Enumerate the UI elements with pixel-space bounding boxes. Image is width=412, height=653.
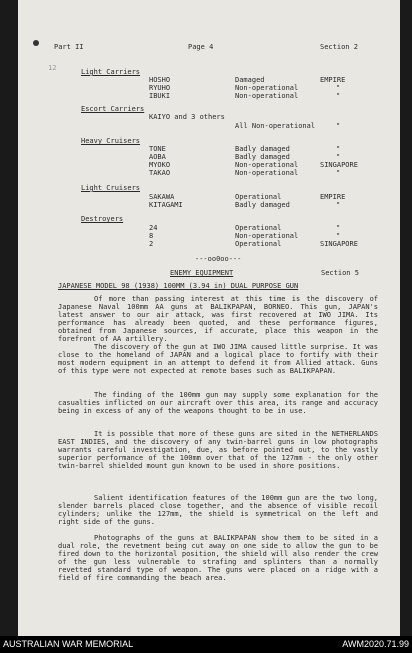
ship-name: KITAGAMI [149,201,183,209]
gun-title: JAPANESE MODEL 98 (1938) 100MM (3.94 in) DUAL PURPOSE GUN [58,282,299,290]
group-title: Light Cruisers [81,184,141,192]
document-page [18,0,400,636]
paragraph: Salient identification features of the 100mm gun are the two long, slender barrels placed close together, and the absence of visible recoil cylinders; unlike the 127mm, the shield is symmetrical on the left and right side of the guns. [58,494,378,526]
ship-status: Non-operational [235,92,299,100]
ship-status: Damaged [235,76,265,84]
ship-location: " [336,201,341,209]
ship-status: Operational [235,193,282,201]
ship-location: EMPIRE [320,76,346,84]
ship-name: 2 [149,240,154,248]
ship-status: Non-operational [235,84,299,92]
ship-name: TONE [149,145,166,153]
ship-location: " [336,122,341,130]
ship-location: " [336,145,341,153]
ship-status: Non-operational [235,232,299,240]
paragraph: The discovery of the gun at IWO JIMA caused little surprise. It was close to the homeland of JAPAN and a logical place to fortify with their most modern equipment in an attempt to defend it from Allied attack. Guns of this type were not expected at remote bases such as BALIKPAPAN. [58,343,378,375]
section-title: ENEMY EQUIPMENT [170,269,234,277]
margin-mark: 12 [48,64,57,72]
ship-location: SINGAPORE [320,161,358,169]
footer-accession-number: AWM2020.71.99 [342,639,409,649]
group-title: Destroyers [81,215,124,223]
ship-name: RYUHO [149,84,171,92]
ship-status: Badly damaged [235,145,290,153]
paragraph: It is possible that more of these guns are sited in the NETHERLANDS EAST INDIES, and the discovery of any twin-barrel guns in low photographs warrants careful investigation, due, as before pointed out, to the vastly superior performance of the 100mm over that of the 127mm - the only other twin-barrel shielded mount gun known to be used in shore positions. [58,430,378,470]
ship-name: AOBA [149,153,166,161]
header-page: Page 4 [188,43,214,51]
group-title: Heavy Cruisers [81,137,141,145]
ship-name: IBUKI [149,92,171,100]
ship-location: " [336,84,341,92]
ship-location: " [336,169,341,177]
footer-institution: AUSTRALIAN WAR MEMORIAL [3,639,134,649]
header-section: Section 2 [320,43,358,51]
ship-status: Operational [235,240,282,248]
section-number: Section 5 [321,269,359,277]
ship-status: All Non-operational [235,122,316,130]
ship-location: " [336,224,341,232]
paragraph: Of more than passing interest at this time is the discovery of Japanese Naval 100mm AA guns at BALIKPAPAN, BORNEO. This gun, JAPAN's latest answer to our air attack, was first recovered at IWO JIMA. Its performance has already been quoted, and these performance figures, obtained from Japanese sources, if accurate, place this weapon in the forefront of AA artillery. [58,295,378,343]
ship-name: KAIYO and 3 others [149,113,225,121]
ship-location: " [336,232,341,240]
ship-name: 8 [149,232,154,240]
ship-name: HOSHO [149,76,171,84]
archive-footer [0,636,412,653]
paragraph: Photographs of the guns at BALIKPAPAN show them to be sited in a dual role, the revetment being cut away on one side to allow the gun to be fired down to the horizontal position, the shield will also render the crew of the gun less vulnerable to strafing and splinters than a normally revetted standard type of weapon. The guns were placed on a ridge with a field of fire commanding the beach area. [58,534,378,582]
ship-status: Badly damaged [235,201,290,209]
separator: ---oo0oo--- [195,255,242,263]
ship-location: SINGAPORE [320,240,358,248]
punch-hole [33,40,39,46]
header-part: Part II [54,43,84,51]
ship-location: " [336,153,341,161]
paragraph: The finding of the 100mm gun may supply some explanation for the casualties inflicted on our aircraft over this area, its range and accuracy being in excess of any of the weapons thought to be in use. [58,391,378,415]
ship-status: Non-operational [235,169,299,177]
ship-status: Non-operational [235,161,299,169]
ship-location: " [336,92,341,100]
group-title: Escort Carriers [81,105,145,113]
ship-name: SAKAWA [149,193,175,201]
ship-location: EMPIRE [320,193,346,201]
ship-status: Operational [235,224,282,232]
ship-name: 24 [149,224,158,232]
ship-name: MYOKO [149,161,171,169]
ship-name: TAKAO [149,169,171,177]
group-title: Light Carriers [81,68,141,76]
ship-status: Badly damaged [235,153,290,161]
